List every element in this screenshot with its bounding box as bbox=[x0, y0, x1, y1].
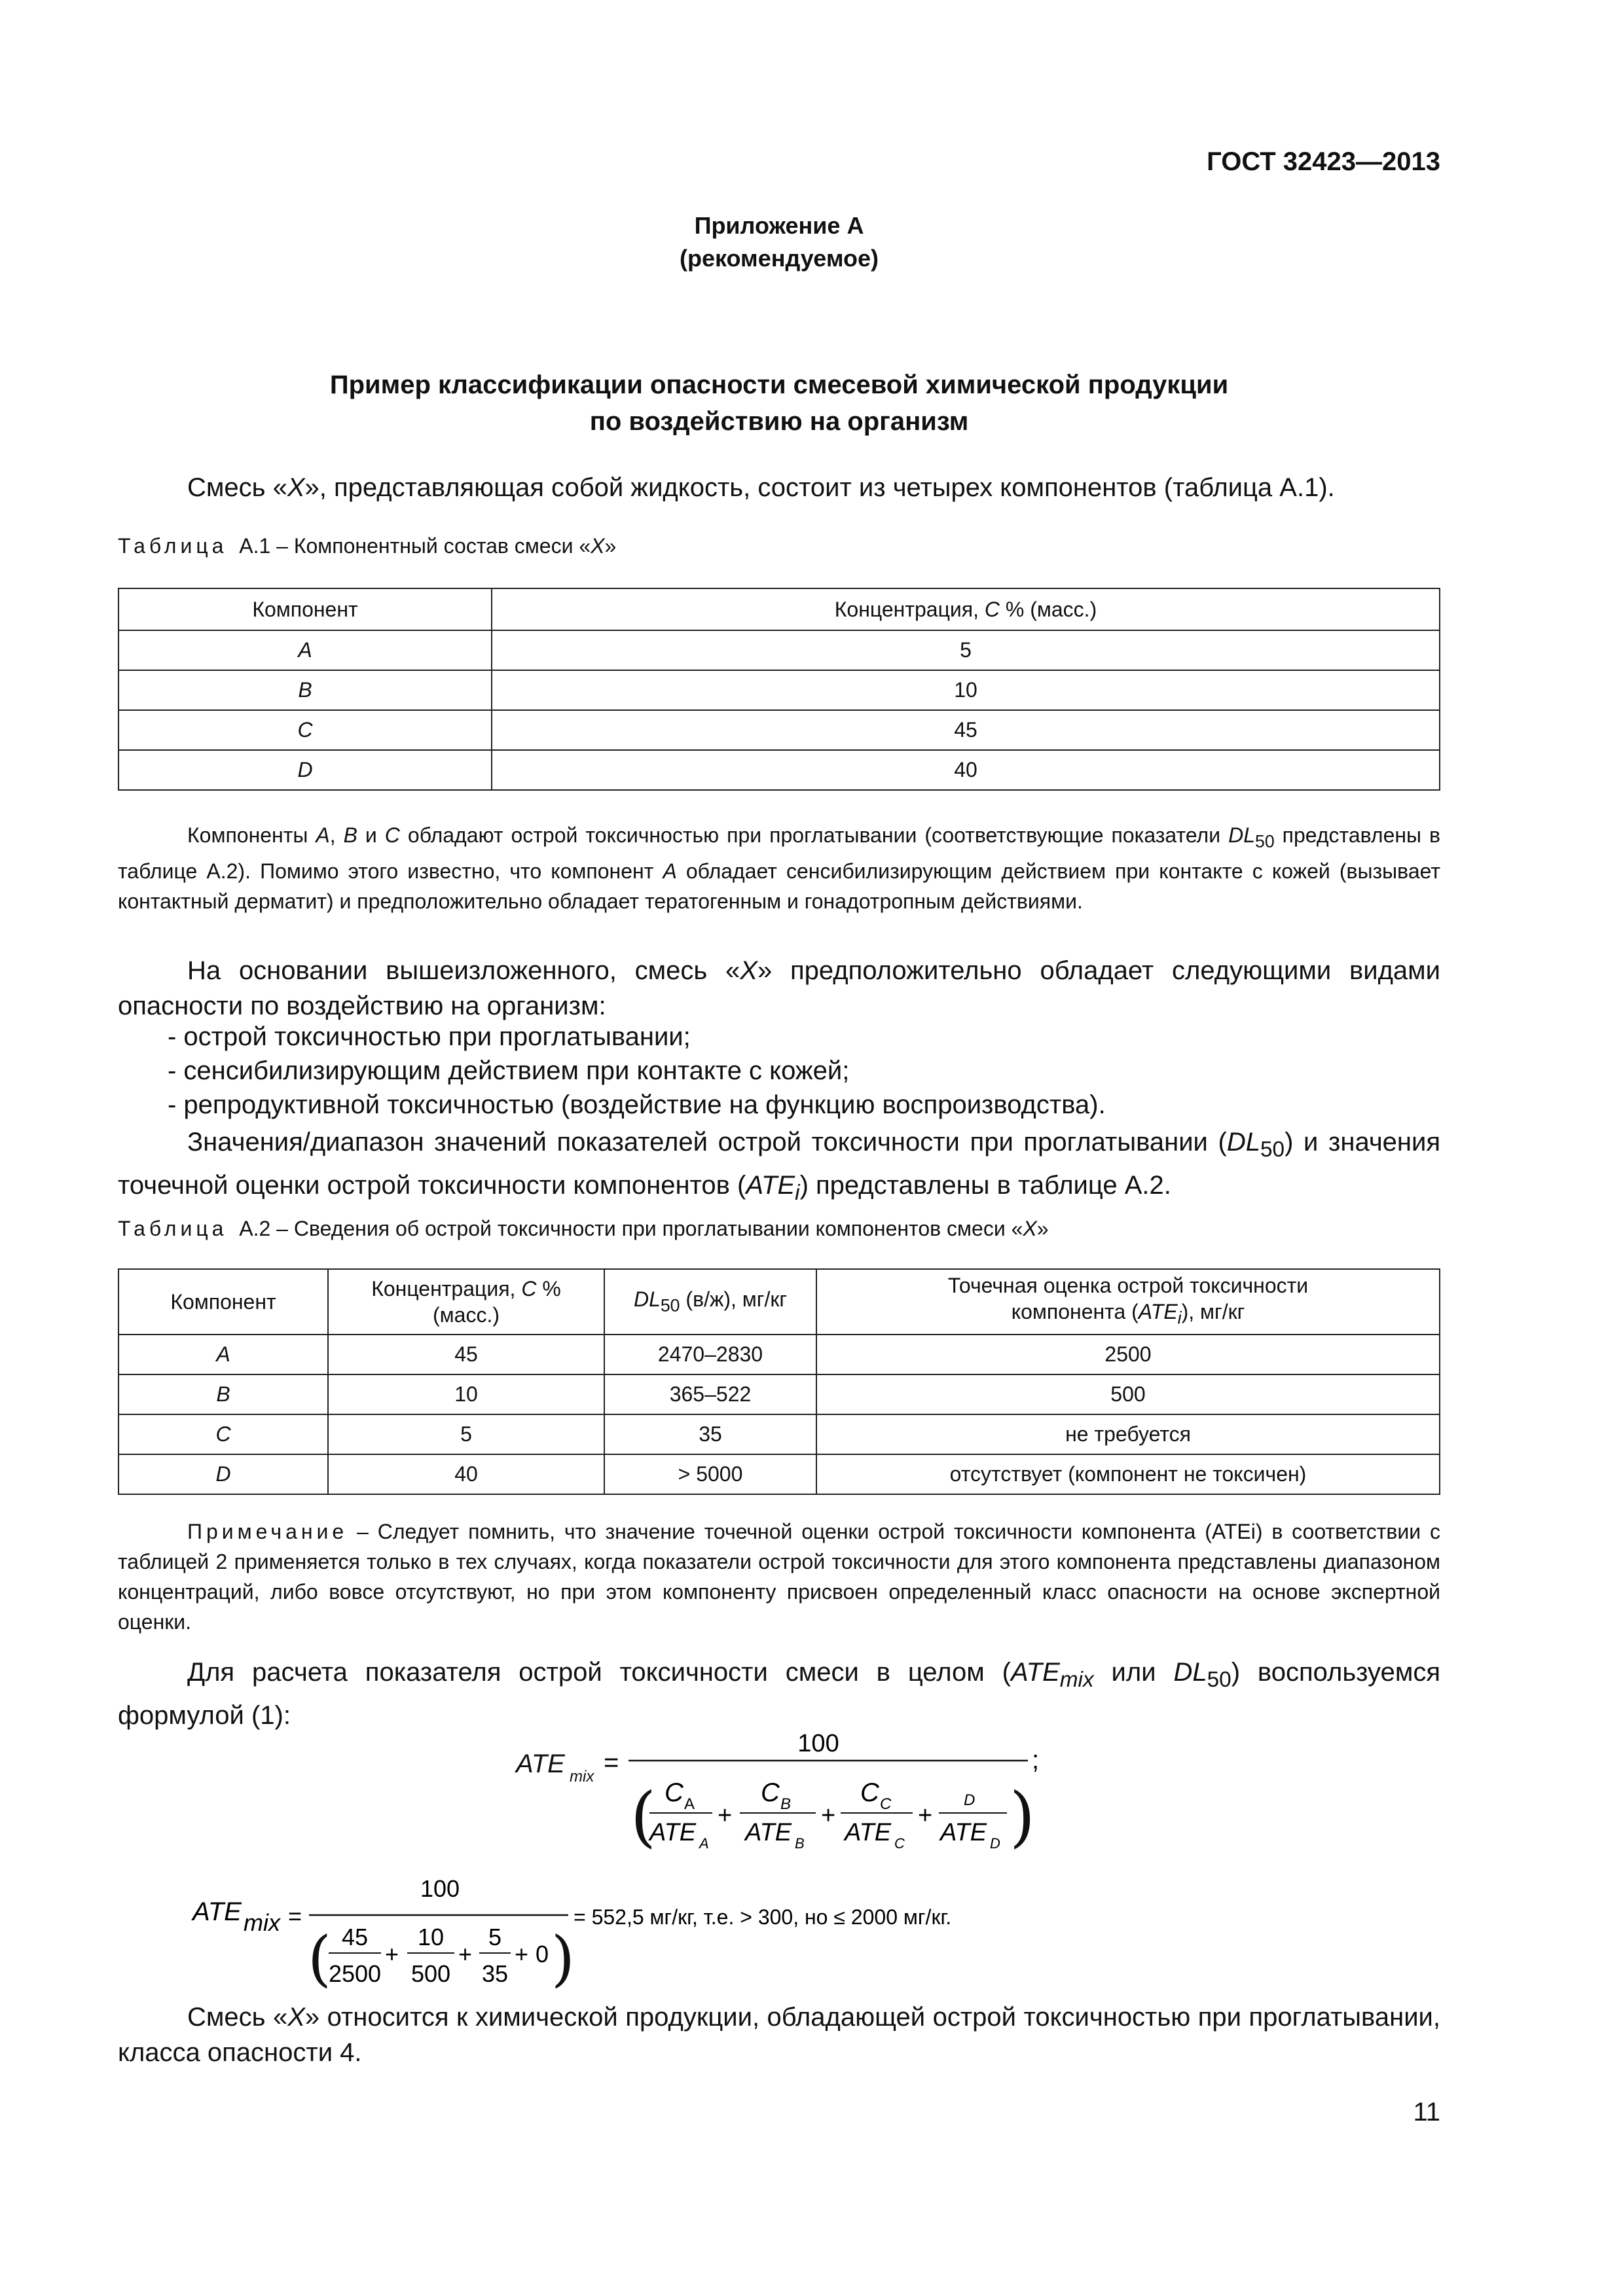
svg-text:): ) bbox=[1010, 1778, 1036, 1855]
formula-eq: = bbox=[288, 1903, 302, 1929]
intro-paragraph: Смесь «X», представляющая собой жидкость, состоит из четырех компонентов (таблица А.1). bbox=[187, 473, 1335, 502]
table-header-row bbox=[119, 588, 1440, 630]
cell-dl50: > 5000 bbox=[604, 1454, 816, 1494]
term-den-sub: A bbox=[699, 1835, 709, 1852]
cell-concentration: 10 bbox=[328, 1374, 604, 1414]
appendix-status: (рекомендуемое) bbox=[680, 245, 879, 272]
cell-ate: 500 bbox=[816, 1374, 1440, 1414]
term-den-sub: D bbox=[990, 1835, 1000, 1852]
list-item: - сенсибилизирующим действием при контакте с кожей; bbox=[168, 1056, 850, 1085]
svg-text:(: ( bbox=[630, 1778, 657, 1855]
formula-ate-mix bbox=[504, 1728, 1093, 1865]
header-concentration: Концентрация, C % (масс.) bbox=[328, 1269, 604, 1335]
cell-component: C bbox=[119, 710, 492, 750]
table-row bbox=[119, 1374, 1440, 1414]
section-title-line2: по воздействию на организм bbox=[589, 407, 969, 436]
section-title bbox=[118, 367, 1440, 440]
cell-component: B bbox=[119, 1374, 328, 1414]
note-paragraph: Примечание – Следует помнить, что значение точечной оценки острой токсичности компонента (ATEi) в соответствии с таблицей 2 применяется только в тех случаях, когда показатели острой токсичности для этого компонента представлены диапазоном концентраций, либо вовсе отсутствуют, но при этом компоненту присвоен определенный класс опасности на основе экспертной оценки. bbox=[118, 1520, 1440, 1634]
formula-lhs-sub: mix bbox=[244, 1909, 280, 1936]
table-row bbox=[119, 1454, 1440, 1494]
table1-caption: Таблица А.1 – Компонентный состав смеси «X» bbox=[118, 534, 617, 558]
formula-end: ; bbox=[1032, 1746, 1040, 1774]
cell-concentration: 5 bbox=[328, 1414, 604, 1454]
term-den: ATE bbox=[649, 1819, 697, 1846]
table-row bbox=[119, 1335, 1440, 1374]
plus-sign: + bbox=[918, 1802, 933, 1829]
formula-result: = 552,5 мг/кг, т.е. > 300, но ≤ 2000 мг/кг. bbox=[574, 1905, 952, 1929]
cell-ate: не требуется bbox=[816, 1414, 1440, 1454]
table-row bbox=[119, 750, 1440, 790]
list-item: - репродуктивной токсичностью (воздействие на функцию воспроизводства). bbox=[168, 1090, 1106, 1119]
term-num: C bbox=[761, 1778, 780, 1807]
cell-component: A bbox=[119, 1335, 328, 1374]
term-num: 5 bbox=[488, 1924, 502, 1950]
header-dl50: $DL_{50}$ (в/ж), мг/кг bbox=[604, 1269, 816, 1335]
cell-concentration: 40 bbox=[492, 750, 1440, 790]
formula-intro-paragraph: Для расчета показателя острой токсичности смеси в целом ($ATE_{mix}$ или $DL_{50}$) воспользуемся формулой (1): bbox=[118, 1658, 1441, 1730]
cell-dl50: 365–522 bbox=[604, 1374, 816, 1414]
appendix-heading bbox=[118, 209, 1440, 275]
page-number: 11 bbox=[1413, 2098, 1440, 2126]
term-num-sub: A bbox=[684, 1795, 695, 1813]
term-num-sub: C bbox=[880, 1795, 892, 1813]
plus-sign: + bbox=[458, 1941, 473, 1967]
header-ate: Точечная оценка острой токсичности компонента $(ATE_i)$, мг/кг bbox=[816, 1269, 1440, 1335]
formula-eq: = bbox=[604, 1748, 619, 1777]
term-num: C bbox=[665, 1778, 684, 1807]
conclusion-paragraph: Смесь «X» относится к химической продукции, обладающей острой токсичностью при проглатывании, класса опасности 4. bbox=[118, 2003, 1440, 2067]
term-den-sub: B bbox=[795, 1835, 805, 1852]
formula-lhs: ATE bbox=[192, 1897, 242, 1926]
appendix-title: Приложение А bbox=[694, 212, 864, 239]
formula-ate-mix-calc bbox=[183, 1871, 1100, 1995]
term-den: 2500 bbox=[328, 1960, 382, 1987]
term-num: 10 bbox=[417, 1924, 445, 1950]
cell-ate: отсутствует (компонент не токсичен) bbox=[816, 1454, 1440, 1494]
term-den: 35 bbox=[481, 1960, 509, 1987]
term-den: ATE bbox=[845, 1819, 892, 1846]
header-component: Компонент bbox=[119, 588, 492, 630]
term-zero: 0 bbox=[536, 1941, 549, 1967]
term-den: ATE bbox=[940, 1819, 987, 1846]
formula-numerator: 100 bbox=[420, 1875, 460, 1902]
cell-component: D bbox=[119, 750, 492, 790]
cell-concentration: 45 bbox=[328, 1335, 604, 1374]
note-label: Примечание bbox=[187, 1520, 348, 1543]
header-component: Компонент bbox=[119, 1269, 328, 1335]
term-den: ATE bbox=[745, 1819, 792, 1846]
standard-code: ГОСТ 32423—2013 bbox=[1207, 147, 1440, 176]
cell-concentration: 40 bbox=[328, 1454, 604, 1494]
plus-sign: + bbox=[718, 1802, 733, 1829]
term-num: D bbox=[964, 1791, 976, 1809]
term-num-sub: B bbox=[780, 1795, 792, 1813]
plus-sign: + bbox=[385, 1941, 399, 1967]
list-item: - острой токсичностью при проглатывании; bbox=[168, 1022, 691, 1051]
table-a1 bbox=[118, 588, 1440, 791]
table-row bbox=[119, 630, 1440, 670]
term-den: 500 bbox=[410, 1960, 451, 1987]
term-num: 45 bbox=[341, 1924, 369, 1950]
components-paragraph: Компоненты A, B и C обладают острой токсичностью при проглатывании (соответствующие показатели $DL_{50}$ представлены в таблице А.2). Помимо этого известно, что компонент A обладает сенсибилизирующим действием при контакте с кожей (вызывает контактный дерматит) и предположительно обладает тератогенным и гонадотропным действиями. bbox=[118, 823, 1441, 914]
table-row bbox=[119, 710, 1440, 750]
cell-component: A bbox=[119, 630, 492, 670]
table-row bbox=[119, 1414, 1440, 1454]
cell-component: C bbox=[119, 1414, 328, 1454]
formula-lhs: ATE bbox=[516, 1749, 565, 1778]
cell-ate: 2500 bbox=[816, 1335, 1440, 1374]
term-den-sub: C bbox=[894, 1835, 905, 1852]
formula-numerator: 100 bbox=[797, 1730, 839, 1757]
svg-text:): ) bbox=[551, 1924, 575, 1994]
header-concentration: Концентрация, C % (масс.) bbox=[492, 588, 1440, 630]
cell-concentration: 10 bbox=[492, 670, 1440, 710]
table-row bbox=[119, 670, 1440, 710]
cell-component: D bbox=[119, 1454, 328, 1494]
table2-caption: Таблица А.2 – Сведения об острой токсичности при проглатывании компонентов смеси «X» bbox=[118, 1217, 1049, 1240]
hazard-intro-paragraph: На основании вышеизложенного, смесь «X» предположительно обладает следующими видами опасности по воздействию на организм: bbox=[118, 956, 1440, 1020]
cell-concentration: 45 bbox=[492, 710, 1440, 750]
cell-component: B bbox=[119, 670, 492, 710]
cell-dl50: 2470–2830 bbox=[604, 1335, 816, 1374]
table-header-row bbox=[119, 1269, 1440, 1335]
svg-text:(: ( bbox=[308, 1924, 331, 1994]
plus-sign: + bbox=[821, 1802, 836, 1829]
formula-lhs-sub: mix bbox=[570, 1768, 594, 1785]
plus-sign: + bbox=[515, 1941, 529, 1967]
values-paragraph: Значения/диапазон значений показателей острой токсичности при проглатывании $(DL_{50})$ и значения точечной оценки острой токсичности компонентов $(ATE_i)$ представлены в таблице А.2. bbox=[118, 1128, 1440, 1205]
table-a2 bbox=[118, 1268, 1440, 1495]
cell-dl50: 35 bbox=[604, 1414, 816, 1454]
section-title-line1: Пример классификации опасности смесевой химической продукции bbox=[329, 370, 1229, 399]
term-num: C bbox=[860, 1778, 879, 1807]
cell-concentration: 5 bbox=[492, 630, 1440, 670]
